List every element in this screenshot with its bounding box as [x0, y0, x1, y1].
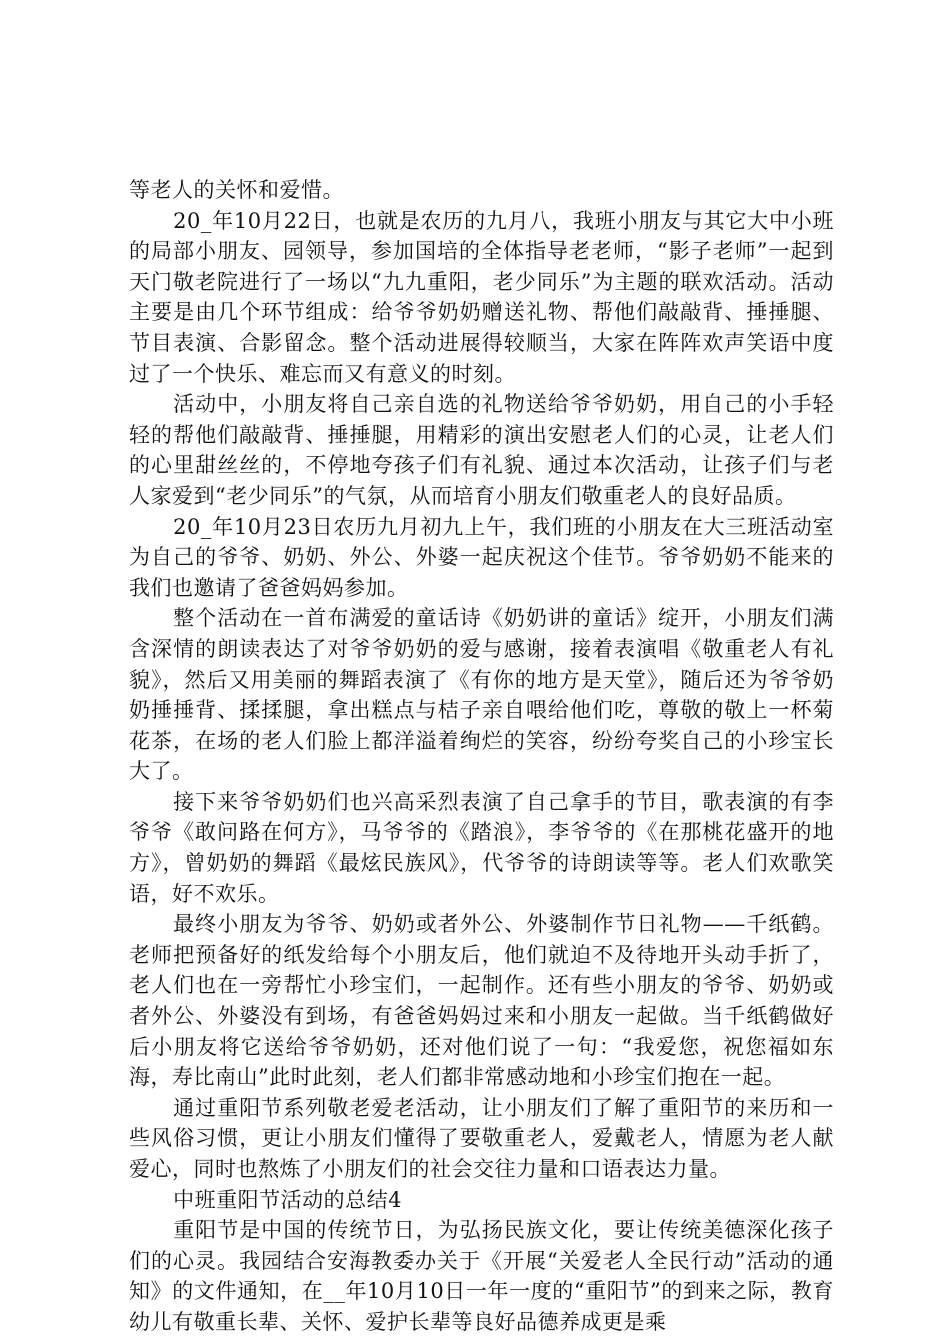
paragraph-continuation: 等老人的关怀和爱惜。 — [129, 178, 344, 202]
paragraph-oct22-event: 20_年10月22日，也就是农历的九月八，我班小朋友与其它大中小班的局部小朋友、园领导，参加国培的全体指导老老师，“影子老师”一起到天门敬老院进行了一场以“九九重阳，老少同乐”为主题的联欢活动。活动主要是由几个环节组成：给爷爷奶奶赠送礼物、帮他们敲敲背、捶捶腿、节目表演、合影留念。整个活动进展得较顺当，大家在阵阵欢声笑语中度过了一个快乐、难忘而又有意义的时刻。 — [129, 208, 834, 386]
document-body — [129, 175, 834, 1338]
paragraph-section4-intro: 重阳节是中国的传统节日，为弘扬民族文化，要让传统美德深化孩子们的心灵。我园结合安海教委办关于《开展“关爱老人全民行动”活动的通知》的文件通知，在__年10月10日一年一度的“重阳节”的到来之际，教育幼儿有敬重长辈、关怀、爱护长辈等良好品德养成更是乘 — [129, 1218, 834, 1334]
paragraph-performance: 整个活动在一首布满爱的童话诗《奶奶讲的童话》绽开，小朋友们满含深情的朗读表达了对爷爷奶奶的爱与感谢，接着表演唱《敬重老人有礼貌》，然后又用美丽的舞蹈表演了《有你的地方是天堂》，随后还为爷爷奶奶捶捶背、揉揉腿，拿出糕点与桔子亲自喂给他们吃，尊敬的敬上一杯菊花茶，在场的老人们脸上都洋溢着绚烂的笑容，纷纷夸奖自己的小珍宝长大了。 — [129, 606, 834, 784]
paragraph-grandparents-show: 接下来爷爷奶奶们也兴高采烈表演了自己拿手的节目，歌表演的有李爷爷《敢问路在何方》，马爷爷的《踏浪》，李爷爷的《在那桃花盛开的地方》，曾奶奶的舞蹈《最炫民族风》，代爷爷的诗朗读等等。老人们欢歌笑语，好不欢乐。 — [129, 789, 834, 906]
paragraph-oct23-event: 20_年10月23日农历九月初九上午，我们班的小朋友在大三班活动室为自己的爷爷、奶奶、外公、外婆一起庆祝这个佳节。爷爷奶奶不能来的我们也邀请了爸爸妈妈参加。 — [129, 514, 834, 600]
paragraph-conclusion: 通过重阳节系列敬老爱老活动，让小朋友们了解了重阳节的来历和一些风俗习惯，更让小朋友们懂得了要敬重老人，爱戴老人，情愿为老人献爱心，同时也熬炼了小朋友们的社会交往力量和口语表达力量。 — [129, 1095, 834, 1181]
paragraph-paper-cranes: 最终小朋友为爷爷、奶奶或者外公、外婆制作节日礼物——千纸鹤。老师把预备好的纸发给每个小朋友后，他们就迫不及待地开头动手折了，老人们也在一旁帮忙小珍宝们，一起制作。还有些小朋友的爷爷、奶奶或者外公、外婆没有到场，有爸爸妈妈过来和小朋友一起做。当千纸鹤做好后小朋友将它送给爷爷奶奶，还对他们说了一句：“我爱您，祝您福如东海，寿比南山”此时此刻，老人们都非常感动地和小珍宝们抱在一起。 — [129, 912, 834, 1090]
paragraph-activity-details: 活动中，小朋友将自己亲自选的礼物送给爷爷奶奶，用自己的小手轻轻的帮他们敲敲背、捶捶腿，用精彩的演出安慰老人们的心灵，让老人们的心里甜丝丝的，不停地夸孩子们有礼貌、通过本次活动，让孩子们与老人家爱到“老少同乐”的气氛，从而培育小朋友们敬重老人的良好品质。 — [129, 392, 834, 508]
section-heading: 中班重阳节活动的总结4 — [173, 1187, 402, 1212]
